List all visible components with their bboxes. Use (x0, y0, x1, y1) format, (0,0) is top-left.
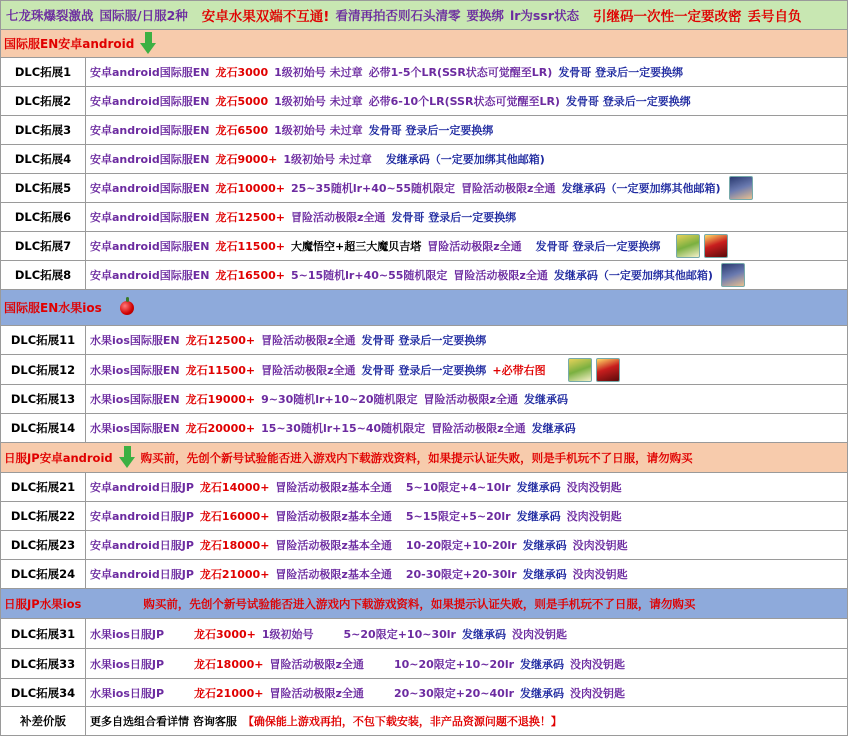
section-title: 日服JP安卓android (4, 450, 113, 465)
warning-password: 引继码一次性一定要改密 (592, 9, 742, 25)
section-jp-android (1, 443, 847, 473)
table-row[interactable] (1, 355, 847, 385)
row-label: DLC拓展3 (1, 116, 86, 144)
character-card-icon (721, 263, 745, 287)
warning-reset: 看清再拍否则石头清零 (335, 8, 461, 23)
table-row[interactable] (1, 203, 847, 232)
row-label: DLC拓展33 (1, 649, 86, 678)
row-description: 安卓android国际服EN 龙石3000 1级初始号 未过章 必带1-5个LR(SSR状态可觉醒至LR) 发骨哥 登录后一定要换绑 (90, 66, 684, 79)
table-row[interactable] (1, 87, 847, 116)
row-label: DLC拓展31 (1, 619, 86, 648)
row-label: DLC拓展5 (1, 174, 86, 202)
server-types: 国际服/日服2种 (99, 8, 188, 23)
section-note: 购买前，先创个新号试验能否进入游戏内下载游戏资料，如果提示认证失败，则是手机玩不了日服，请勿购买 (143, 596, 696, 611)
lr-status: lr为ssr状态 (509, 8, 579, 23)
row-description: 安卓android国际服EN 龙石11500+ 大魔悟空+超三大魔贝吉塔 冒险活动极限z全通 发骨哥 登录后一定要换绑 (86, 232, 728, 260)
table-row[interactable] (1, 174, 847, 203)
character-card-icon (596, 358, 620, 382)
row-description: 水果ios国际服EN 龙石12500+ 冒险活动极限z全通 发骨哥 登录后一定要换绑 (90, 334, 487, 347)
section-title: 日服JP水果ios (4, 596, 82, 611)
table-row-footer[interactable] (1, 707, 847, 735)
row-label: DLC拓展1 (1, 58, 86, 86)
character-card-icon (704, 234, 728, 258)
section-en-android (1, 30, 847, 58)
warning-loss: 丢号自负 (747, 9, 802, 25)
row-label: DLC拓展34 (1, 679, 86, 706)
row-label: DLC拓展12 (1, 355, 86, 384)
row-label: DLC拓展7 (1, 232, 86, 260)
row-description: 水果ios日服JP 龙石3000+ 1级初始号 5~20限定+10~30lr 发继承码 没肉没钥匙 (90, 627, 567, 641)
row-label: 补差价版 (1, 707, 86, 735)
section-title: 国际服EN水果ios (4, 301, 102, 315)
row-description: 安卓android日服JP 龙石14000+ 冒险活动极限z基本全通 5~10限定+4~10lr 发继承码 没肉没钥匙 (90, 481, 622, 494)
table-row[interactable] (1, 679, 847, 707)
row-description: 更多自选组合看详情 咨询客服 【确保能上游戏再拍，不包下载安装，非产品资源问题不退换！】 (90, 715, 562, 728)
table-row[interactable] (1, 649, 847, 679)
table-row[interactable] (1, 560, 847, 589)
row-description: 安卓android日服JP 龙石18000+ 冒险活动极限z基本全通 10-20限定+10-20lr 发继承码 没肉没钥匙 (90, 539, 628, 552)
section-note: 购买前，先创个新号试验能否进入游戏内下载游戏资料，如果提示认证失败，则是手机玩不了日服，请勿购买 (140, 450, 693, 465)
table-row[interactable] (1, 473, 847, 502)
row-description: 安卓android国际服EN 龙石6500 1级初始号 未过章 发骨哥 登录后一定要换绑 (90, 124, 494, 137)
row-description: 安卓android国际服EN 龙石16500+ 5~15随机lr+40~55随机限定 冒险活动极限z全通 发继承码（一定要加绑其他邮箱) (86, 261, 745, 289)
red-apple-icon (120, 301, 134, 315)
table-row[interactable] (1, 232, 847, 261)
row-description: 水果ios国际服EN 龙石11500+ 冒险活动极限z全通 发骨哥 登录后一定要换绑 +必带右图 (86, 355, 620, 384)
row-description: 安卓android日服JP 龙石21000+ 冒险活动极限z基本全通 20-30限定+20-30lr 发继承码 没肉没钥匙 (90, 568, 628, 581)
row-description: 安卓android日服JP 龙石16000+ 冒险活动极限z基本全通 5~15限定+5~20lr 发继承码 没肉没钥匙 (90, 510, 622, 523)
row-description: 安卓android国际服EN 龙石10000+ 25~35随机lr+40~55随机限定 冒险活动极限z全通 发继承码（一定要加绑其他邮箱) (86, 174, 753, 202)
warning-platform: 安卓水果双端不互通! (201, 9, 330, 25)
table-row[interactable] (1, 385, 847, 414)
table-row[interactable] (1, 58, 847, 87)
table-row[interactable] (1, 326, 847, 355)
warning-rebind: 要换绑 (466, 8, 504, 23)
row-label: DLC拓展13 (1, 385, 86, 413)
row-description: 安卓android国际服EN 龙石9000+ 1级初始号 未过章 发继承码（一定要加绑其他邮箱) (90, 153, 545, 166)
row-label: DLC拓展4 (1, 145, 86, 173)
row-description: 水果ios日服JP 龙石18000+ 冒险活动极限z全通 10~20限定+10~20lr 发继承码 没肉没钥匙 (90, 657, 626, 671)
character-card-icon (729, 176, 753, 200)
row-description: 水果ios日服JP 龙石21000+ 冒险活动极限z全通 20~30限定+20~40lr 发继承码 没肉没钥匙 (90, 686, 626, 700)
table-row[interactable] (1, 531, 847, 560)
green-down-arrow-icon (119, 446, 135, 470)
row-label: DLC拓展22 (1, 502, 86, 530)
row-description: 安卓android国际服EN 龙石12500+ 冒险活动极限z全通 发骨哥 登录后一定要换绑 (90, 211, 517, 224)
section-en-ios (1, 290, 847, 326)
row-label: DLC拓展23 (1, 531, 86, 559)
row-description: 水果ios国际服EN 龙石19000+ 9~30随机lr+10~20随机限定 冒险活动极限z全通 发继承码 (90, 393, 568, 406)
game-title: 七龙珠爆裂激战 (6, 8, 94, 23)
character-card-icon (568, 358, 592, 382)
row-label: DLC拓展6 (1, 203, 86, 231)
row-description: 安卓android国际服EN 龙石5000 1级初始号 未过章 必带6-10个LR(SSR状态可觉醒至LR) 发骨哥 登录后一定要换绑 (90, 95, 691, 108)
table-row[interactable] (1, 145, 847, 174)
row-label: DLC拓展2 (1, 87, 86, 115)
row-label: DLC拓展11 (1, 326, 86, 354)
section-jp-ios (1, 589, 847, 619)
row-label: DLC拓展14 (1, 414, 86, 442)
table-row[interactable] (1, 619, 847, 649)
table-row[interactable] (1, 414, 847, 443)
row-description: 水果ios国际服EN 龙石20000+ 15~30随机lr+15~40随机限定 冒险活动极限z全通 发继承码 (90, 422, 576, 435)
row-label: DLC拓展24 (1, 560, 86, 588)
green-down-arrow-icon (140, 32, 156, 56)
section-title: 国际服EN安卓android (4, 37, 135, 51)
table-row[interactable] (1, 502, 847, 531)
character-card-icon (676, 234, 700, 258)
table-row[interactable] (1, 116, 847, 145)
row-label: DLC拓展21 (1, 473, 86, 501)
row-label: DLC拓展8 (1, 261, 86, 289)
table-row[interactable] (1, 261, 847, 290)
header-banner (1, 1, 847, 30)
